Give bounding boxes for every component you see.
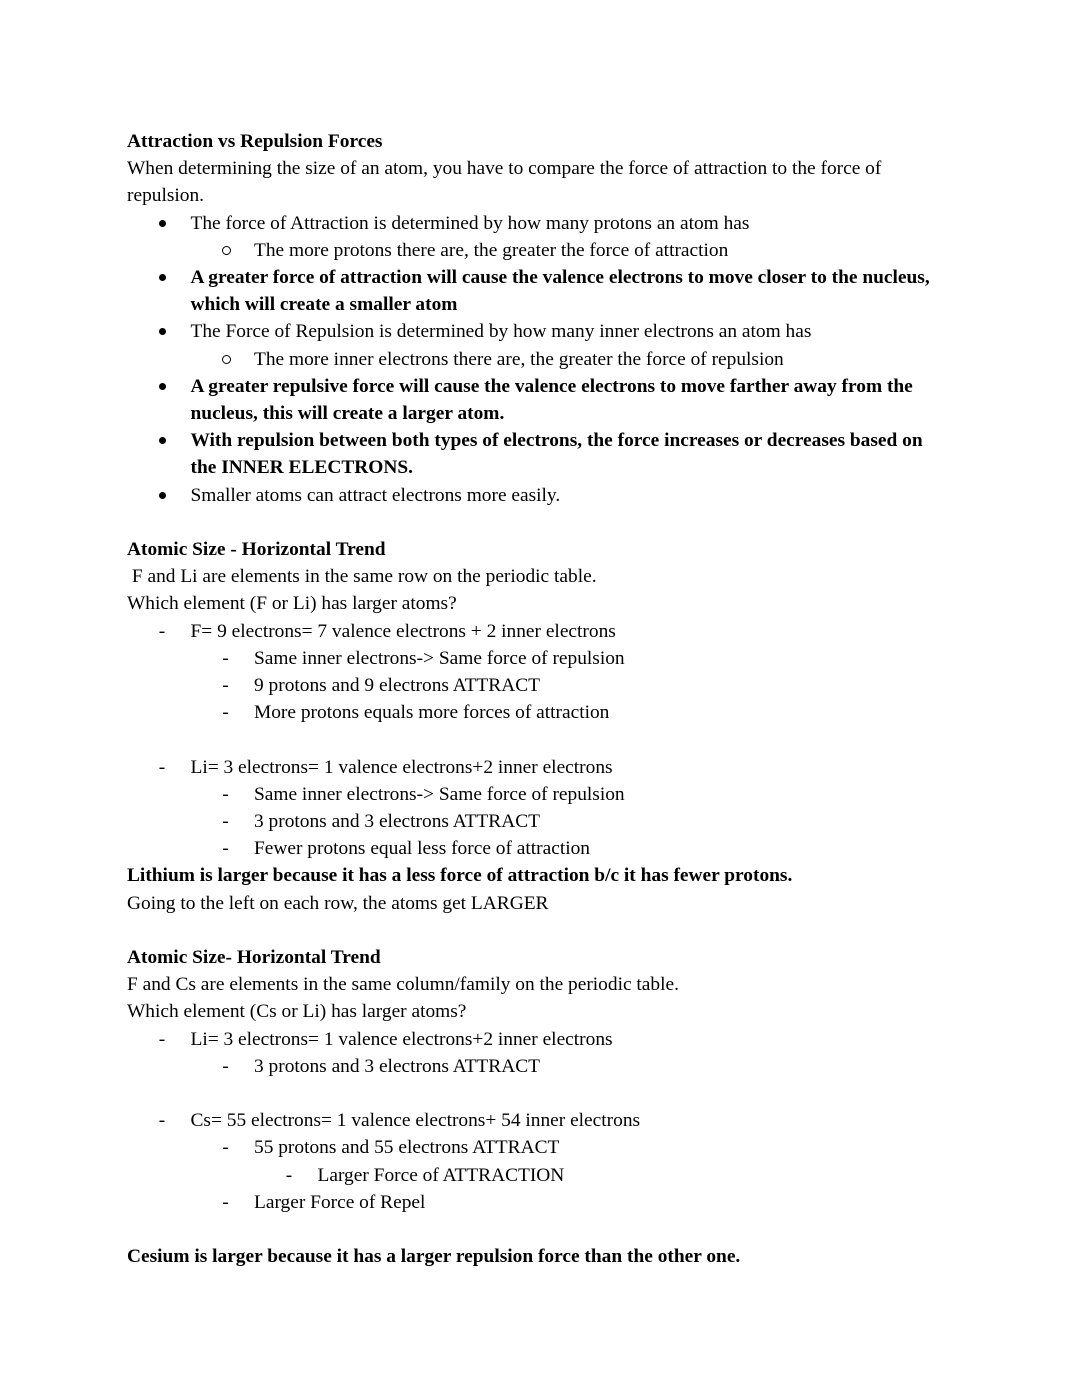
list-item-text: Larger Force of Repel: [254, 1191, 426, 1213]
disc-bullet-marker: [159, 220, 166, 227]
dash-bullet-marker: -: [158, 620, 166, 642]
list-item-text: Larger Force of ATTRACTION: [317, 1164, 565, 1186]
dash-bullet-marker: -: [222, 1055, 229, 1077]
paragraph: When determining the size of an atom, you have to compare the force of attraction to the force of repulsion.: [127, 158, 887, 207]
blank-line: [127, 509, 953, 536]
list-item: [127, 237, 953, 264]
list-item-text: The more inner electrons there are, the greater the force of repulsion: [254, 348, 784, 370]
paragraph: F and Li are elements in the same row on the periodic table.: [127, 566, 597, 588]
section-heading: Attraction vs Repulsion Forces: [127, 131, 383, 152]
list-item-text: Smaller atoms can attract electrons more easily.: [190, 484, 561, 506]
disc-bullet-marker: [159, 328, 166, 335]
list-item: [127, 1134, 953, 1161]
list-item-text: 3 protons and 3 electrons ATTRACT: [254, 1055, 540, 1077]
list-item-text: Li= 3 electrons= 1 valence electrons+2 inner electrons: [190, 756, 613, 778]
list-item: [127, 346, 953, 373]
section-heading: Atomic Size- Horizontal Trend: [127, 947, 381, 969]
list-item-text: Fewer protons equal less force of attraction: [254, 838, 590, 860]
blank-line: [127, 917, 953, 944]
list-item: [127, 1189, 953, 1216]
list-item: [127, 373, 953, 427]
blank-line: [127, 1216, 953, 1243]
dash-bullet-marker: -: [158, 1028, 166, 1050]
disc-bullet-marker: [159, 383, 166, 390]
list-item: [127, 210, 953, 237]
dash-bullet-marker: -: [222, 675, 229, 697]
dash-bullet-marker: -: [222, 647, 229, 669]
list-item: [127, 699, 953, 726]
dash-bullet-marker: -: [222, 702, 229, 724]
list-item-text: With repulsion between both types of electrons, the force increases or decreases based on the INNER ELECTRONS.: [190, 430, 928, 479]
circle-bullet-marker: [222, 246, 231, 255]
document-content: [127, 128, 953, 1270]
circle-bullet-marker: [222, 355, 231, 364]
list-item-text: 3 protons and 3 electrons ATTRACT: [254, 811, 540, 833]
blank-line: [127, 1080, 953, 1107]
list-item-text: More protons equals more forces of attraction: [254, 702, 610, 724]
list-item: [127, 482, 953, 509]
list-item: [127, 672, 953, 699]
conclusion-paragraph: Lithium is larger because it has a less force of attraction b/c it has fewer protons.: [127, 865, 793, 887]
list-item: [127, 835, 953, 862]
list-item: [127, 1162, 953, 1189]
list-item: [127, 427, 953, 481]
dash-bullet-marker: -: [222, 1191, 229, 1213]
list-item: [127, 754, 953, 781]
list-item-text: The Force of Repulsion is determined by how many inner electrons an atom has: [190, 321, 812, 343]
list-item: [127, 618, 953, 645]
list-item-text: Same inner electrons-> Same force of repulsion: [254, 783, 625, 805]
list-item: [127, 781, 953, 808]
list-item-text: Li= 3 electrons= 1 valence electrons+2 inner electrons: [190, 1028, 613, 1050]
dash-bullet-marker: -: [285, 1164, 293, 1186]
disc-bullet-marker: [159, 274, 166, 281]
section-heading: Atomic Size - Horizontal Trend: [127, 539, 386, 561]
blank-line: [127, 726, 953, 753]
dash-bullet-marker: -: [158, 1110, 166, 1132]
list-item-text: A greater repulsive force will cause the valence electrons to move farther away from the nucleus, this will create a larger atom.: [190, 375, 918, 425]
list-item-text: Cs= 55 electrons= 1 valence electrons+ 54 inner electrons: [190, 1110, 641, 1132]
list-item-text: 55 protons and 55 electrons ATTRACT: [254, 1137, 560, 1159]
dash-bullet-marker: -: [222, 811, 229, 833]
dash-bullet-marker: -: [222, 838, 229, 860]
paragraph: F and Cs are elements in the same column/family on the periodic table.: [127, 974, 679, 996]
list-item: [127, 645, 953, 672]
dash-bullet-marker: -: [222, 783, 229, 805]
dash-bullet-marker: -: [222, 1137, 229, 1159]
list-item: [127, 808, 953, 835]
paragraph: Going to the left on each row, the atoms get LARGER: [127, 892, 549, 914]
list-item: [127, 1107, 953, 1134]
list-item-text: The more protons there are, the greater the force of attraction: [254, 239, 729, 261]
dash-bullet-marker: -: [158, 756, 166, 778]
list-item: [127, 318, 953, 345]
list-item: [127, 1053, 953, 1080]
paragraph: Which element (Cs or Li) has larger atoms?: [127, 1001, 467, 1023]
paragraph: Which element (F or Li) has larger atoms?: [127, 593, 457, 615]
list-item-text: A greater force of attraction will cause the valence electrons to move closer to the nucleus, which will create a smaller atom: [190, 267, 935, 316]
disc-bullet-marker: [159, 437, 166, 444]
list-item-text: Same inner electrons-> Same force of repulsion: [254, 647, 625, 669]
conclusion-paragraph: Cesium is larger because it has a larger repulsion force than the other one.: [127, 1246, 741, 1268]
list-item-text: 9 protons and 9 electrons ATTRACT: [254, 675, 540, 697]
list-item: [127, 264, 953, 318]
list-item: [127, 1026, 953, 1053]
disc-bullet-marker: [159, 492, 166, 499]
list-item-text: The force of Attraction is determined by how many protons an atom has: [190, 212, 750, 234]
list-item-text: F= 9 electrons= 7 valence electrons + 2 inner electrons: [190, 620, 616, 642]
